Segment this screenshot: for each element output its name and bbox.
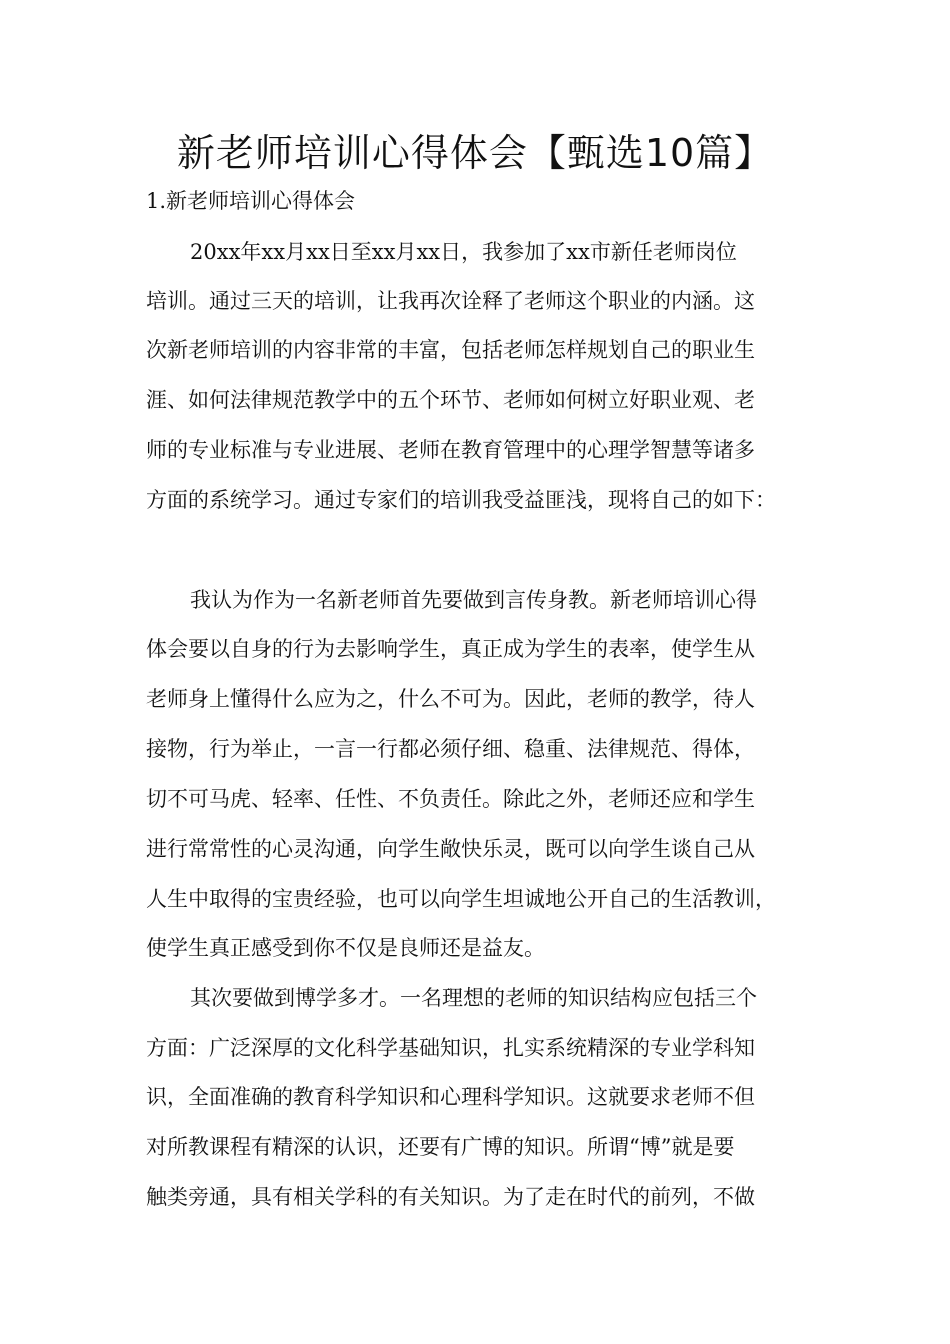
paragraph-line: 对所教课程有精深的认识，还要有广博的知识。所谓“博”就是要 xyxy=(146,1135,735,1159)
document-title: 新老师培训心得体会【甄选10篇】 xyxy=(176,131,774,175)
paragraph-line: 接物，行为举止，一言一行都必须仔细、稳重、法律规范、得体， xyxy=(146,737,755,761)
paragraph-line: 师的专业标准与专业进展、老师在教育管理中的心理学智慧等诸多 xyxy=(146,438,755,462)
section-heading: 1.新老师培训心得体会 xyxy=(146,189,356,213)
paragraph-line: 方面：广泛深厚的文化科学基础知识，扎实系统精深的专业学科知 xyxy=(146,1036,755,1060)
paragraph-line: 20xx年xx月xx日至xx月xx日，我参加了xx市新任老师岗位 xyxy=(190,240,737,264)
paragraph-line: 识，全面准确的教育科学知识和心理科学知识。这就要求老师不但 xyxy=(146,1085,755,1109)
paragraph-line: 我认为作为一名新老师首先要做到言传身教。新老师培训心得 xyxy=(190,588,757,612)
paragraph-line: 切不可马虎、轻率、任性、不负责任。除此之外，老师还应和学生 xyxy=(146,787,755,811)
paragraph-line: 体会要以自身的行为去影响学生，真正成为学生的表率，使学生从 xyxy=(146,637,755,661)
paragraph-line: 其次要做到博学多才。一名理想的老师的知识结构应包括三个 xyxy=(190,986,757,1010)
paragraph-line: 方面的系统学习。通过专家们的培训我受益匪浅，现将自己的如下： xyxy=(146,488,776,512)
paragraph-line: 涯、如何法律规范教学中的五个环节、老师如何树立好职业观、老 xyxy=(146,388,755,412)
paragraph-line: 培训。通过三天的培训，让我再次诠释了老师这个职业的内涵。这 xyxy=(146,289,755,313)
paragraph-line: 进行常常性的心灵沟通，向学生敞快乐灵，既可以向学生谈自己从 xyxy=(146,837,755,861)
paragraph-line: 人生中取得的宝贵经验，也可以向学生坦诚地公开自己的生活教训， xyxy=(146,887,776,911)
paragraph-line: 使学生真正感受到你不仅是良师还是益友。 xyxy=(146,936,545,960)
paragraph-line: 次新老师培训的内容非常的丰富，包括老师怎样规划自己的职业生 xyxy=(146,338,755,362)
paragraph-line: 老师身上懂得什么应为之，什么不可为。因此，老师的教学，待人 xyxy=(146,687,755,711)
paragraph-line: 触类旁通，具有相关学科的有关知识。为了走在时代的前列，不做 xyxy=(146,1185,755,1209)
